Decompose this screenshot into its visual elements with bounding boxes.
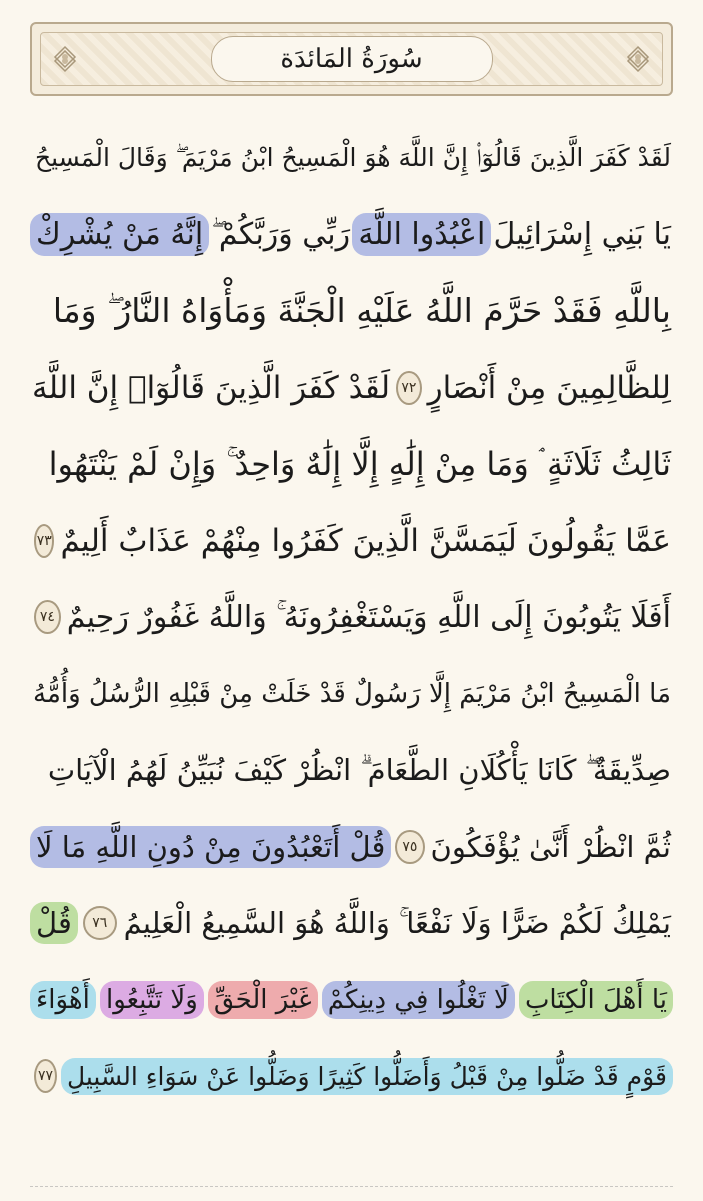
verse-text[interactable]: أَفَلَا يَتُوبُونَ إِلَى اللَّهِ وَيَسْتَغْفِرُونَهُ ۚ وَاللَّهُ غَفُورٌ رَحِيمٌ: [66, 599, 671, 635]
verse-line[interactable]: [30, 664, 673, 724]
ayah-number-marker[interactable]: ٧٤: [34, 600, 61, 634]
verse-line[interactable]: [30, 511, 673, 571]
verse-text[interactable]: عَمَّا يَقُولُونَ لَيَمَسَّنَّ الَّذِينَ كَفَرُوا مِنْهُمْ عَذَابٌ أَلِيمٌ: [60, 522, 671, 559]
next-line-cutoff: [30, 1186, 673, 1201]
highlighted-text-cyan[interactable]: قَوْمٍ قَدْ ضَلُّوا مِنْ قَبْلُ وَأَضَلُّوا كَثِيرًا وَضَلُّوا عَنْ سَوَاءِ السَّبِيلِ: [61, 1058, 673, 1095]
highlighted-text-green[interactable]: يَا أَهْلَ الْكِتَابِ: [519, 981, 673, 1019]
verse-line[interactable]: [30, 1046, 673, 1106]
highlighted-text-green[interactable]: قُلْ: [30, 902, 78, 944]
highlighted-text-cyan[interactable]: أَهْوَاءَ: [30, 981, 96, 1019]
highlighted-text-blue[interactable]: إِنَّهُ مَنْ يُشْرِكْ: [30, 213, 209, 256]
ayah-number-marker[interactable]: ٧٣: [34, 524, 54, 558]
verse-line[interactable]: [30, 358, 673, 418]
highlighted-text-blue[interactable]: لَا تَغْلُوا فِي دِينِكُمْ: [322, 981, 515, 1019]
verse-line[interactable]: [30, 740, 673, 800]
ayah-number-marker[interactable]: ٧٦: [83, 906, 117, 940]
verse-line[interactable]: [30, 970, 673, 1030]
surah-title: سُورَةُ المَائدَة: [280, 44, 423, 74]
verse-line[interactable]: [30, 281, 673, 341]
ayah-number-marker[interactable]: ٧٢: [396, 371, 422, 405]
highlighted-text-purple[interactable]: وَلَا تَتَّبِعُوا: [100, 981, 204, 1019]
verse-text[interactable]: ثَالِثُ ثَلَاثَةٍ ۘ وَمَا مِنْ إِلَٰهٍ إِلَّا إِلَٰهٌ وَاحِدٌ ۚ وَإِنْ لَمْ يَنْتَهُوا: [48, 444, 671, 483]
verse-text[interactable]: لَقَدْ كَفَرَ الَّذِينَ قَالُوٓا۟ إِنَّ اللَّهَ: [32, 369, 391, 406]
verse-text[interactable]: يَمْلِكُ لَكُمْ ضَرًّا وَلَا نَفْعًا ۚ وَاللَّهُ هُوَ السَّمِيعُ الْعَلِيمُ: [123, 905, 671, 940]
verse-line[interactable]: [30, 434, 673, 494]
ayah-number-marker[interactable]: ٧٧: [34, 1059, 57, 1093]
highlighted-text-blue[interactable]: اعْبُدُوا اللَّهَ: [352, 213, 491, 256]
ayah-number-marker[interactable]: ٧٥: [395, 830, 424, 864]
verse-text[interactable]: ثُمَّ انْظُرْ أَنَّىٰ يُؤْفَكُونَ: [430, 829, 671, 864]
highlighted-text-blue[interactable]: قُلْ أَتَعْبُدُونَ مِنْ دُونِ اللَّهِ مَا لَا: [30, 826, 391, 868]
verse-line[interactable]: [30, 893, 673, 953]
verse-line[interactable]: [30, 587, 673, 647]
verse-text[interactable]: لَقَدْ كَفَرَ الَّذِينَ قَالُوٓا۟ إِنَّ اللَّهَ هُوَ الْمَسِيحُ ابْنُ مَرْيَمَ ۖ وَقَالَ الْمَسِيحُ: [34, 143, 671, 172]
verse-line[interactable]: [30, 817, 673, 877]
verse-line[interactable]: [30, 205, 673, 265]
highlighted-text-red[interactable]: غَيْرَ الْحَقِّ: [208, 981, 318, 1019]
verse-text[interactable]: مَا الْمَسِيحُ ابْنُ مَرْيَمَ إِلَّا رَسُولٌ قَدْ خَلَتْ مِنْ قَبْلِهِ الرُّسُلُ وَأُمُّهُ: [33, 678, 671, 709]
verse-text[interactable]: رَبِّي وَرَبَّكُمْ ۖ: [211, 217, 351, 252]
verse-text[interactable]: صِدِّيقَةٌ ۖ كَانَا يَأْكُلَانِ الطَّعَامَ ۗ انْظُرْ كَيْفَ نُبَيِّنُ لَهُمُ الْآيَاتِ: [47, 752, 671, 787]
verse-text[interactable]: لِلظَّالِمِينَ مِنْ أَنْصَارٍ: [427, 369, 671, 406]
verse-text[interactable]: بِاللَّهِ فَقَدْ حَرَّمَ اللَّهُ عَلَيْهِ الْجَنَّةَ وَمَأْوَاهُ النَّارُ ۖ وَمَا: [52, 291, 671, 330]
verse-text[interactable]: يَا بَنِي إِسْرَائِيلَ: [493, 217, 671, 252]
verse-line[interactable]: [30, 128, 673, 188]
